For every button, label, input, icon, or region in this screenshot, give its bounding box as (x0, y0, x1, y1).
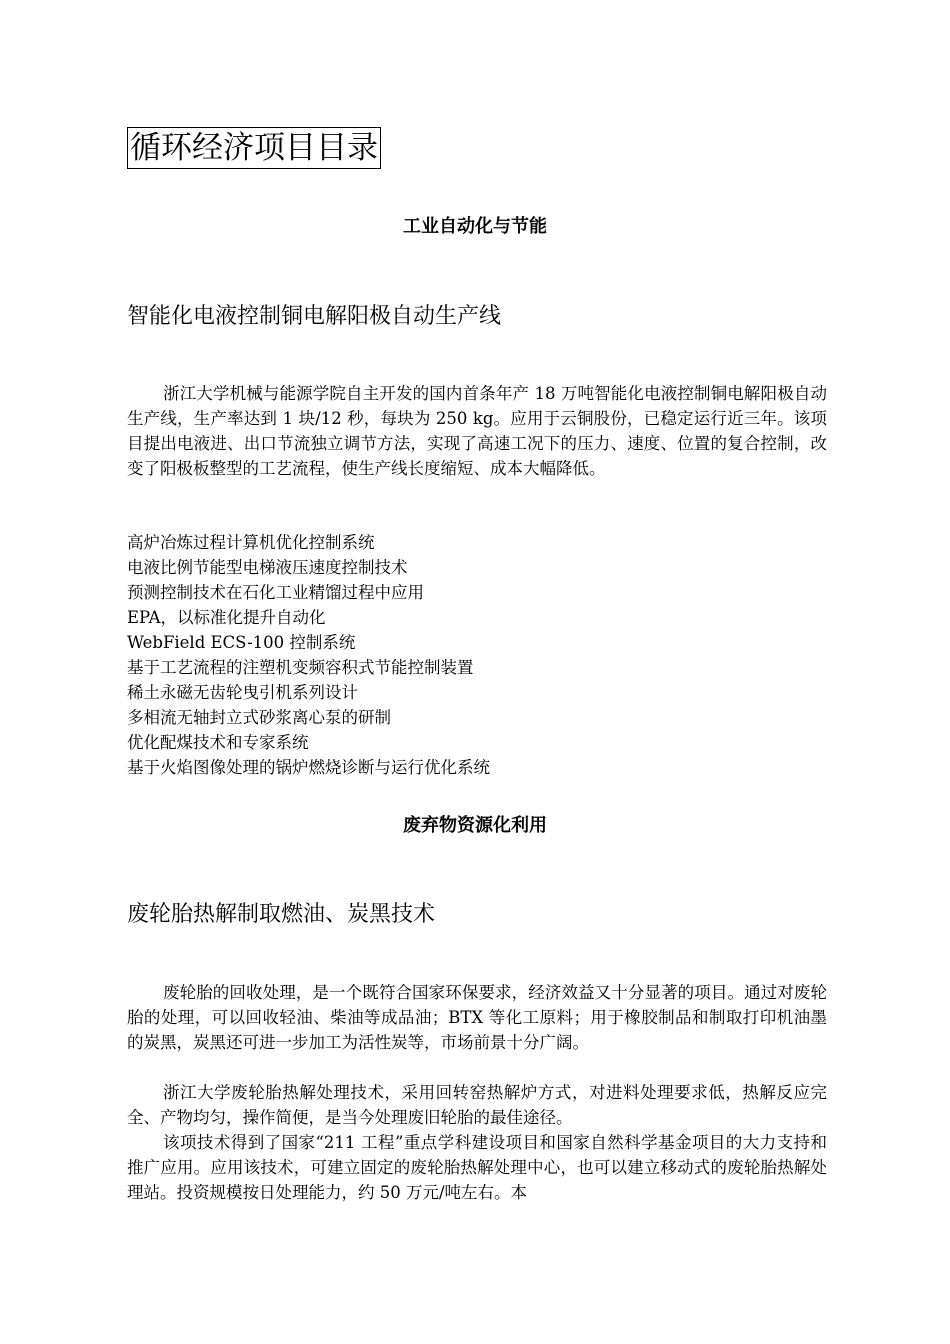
project-title-tire-pyrolysis: 废轮胎热解制取燃油、炭黑技术 (127, 902, 436, 927)
list-item: 高炉冶炼过程计算机优化控制系统 (127, 533, 375, 552)
list-item: 基于工艺流程的注塑机变频容积式节能控制装置 (127, 658, 474, 677)
list-item: EPA，以标准化提升自动化 (127, 608, 326, 627)
list-item: 优化配煤技术和专家系统 (127, 733, 309, 752)
section-heading-waste-recycling: 废弃物资源化利用 (403, 815, 547, 836)
list-item: 基于火焰图像处理的锅炉燃烧诊断与运行优化系统 (127, 758, 490, 777)
list-item: 多相流无轴封立式砂浆离心泵的研制 (127, 708, 391, 727)
list-item: WebField ECS-100 控制系统 (127, 633, 356, 652)
list-item: 预测控制技术在石化工业精馏过程中应用 (127, 583, 424, 602)
document-title: 循环经济项目目录 (127, 127, 381, 169)
list-item: 稀土永磁无齿轮曳引机系列设计 (127, 683, 358, 702)
project-list (127, 530, 490, 780)
project-title-anode-line: 智能化电液控制铜电解阳极自动生产线 (127, 304, 502, 329)
project-description-paragraph: 该项技术得到了国家“211 工程”重点学科建设项目和国家自然科学基金项目的大力支持和推广应用。应用该技术，可建立固定的废轮胎热解处理中心，也可以建立移动式的废轮胎热解处理站。投资规模按日处理能力，约 50 万元/吨左右。本 (127, 1133, 827, 1202)
list-item: 电液比例节能型电梯液压速度控制技术 (127, 558, 408, 577)
project-description-paragraph: 浙江大学机械与能源学院自主开发的国内首条年产 18 万吨智能化电液控制铜电解阳极自动生产线，生产率达到 1 块/12 秒，每块为 250 kg。应用于云铜股份，已稳定运行近三年。该项目提出电液进、出口节流独立调节方法，实现了高速工况下的压力、速度、位置的复合控制，改变了阳极板整型的工艺流程，使生产线长度缩短、成本大幅降低。 (127, 384, 827, 478)
project-description-paragraph: 浙江大学废轮胎热解处理技术，采用回转窑热解炉方式，对进料处理要求低，热解反应完全、产物均匀，操作简便，是当今处理废旧轮胎的最佳途径。 (127, 1083, 827, 1127)
section-heading-industrial-automation: 工业自动化与节能 (403, 216, 547, 237)
project-description-paragraph: 废轮胎的回收处理，是一个既符合国家环保要求，经济效益又十分显著的项目。通过对废轮胎的处理，可以回收轻油、柴油等成品油；BTX 等化工原料；用于橡胶制品和制取打印机油墨的炭黑，炭黑还可进一步加工为活性炭等，市场前景十分广阔。 (127, 983, 827, 1052)
